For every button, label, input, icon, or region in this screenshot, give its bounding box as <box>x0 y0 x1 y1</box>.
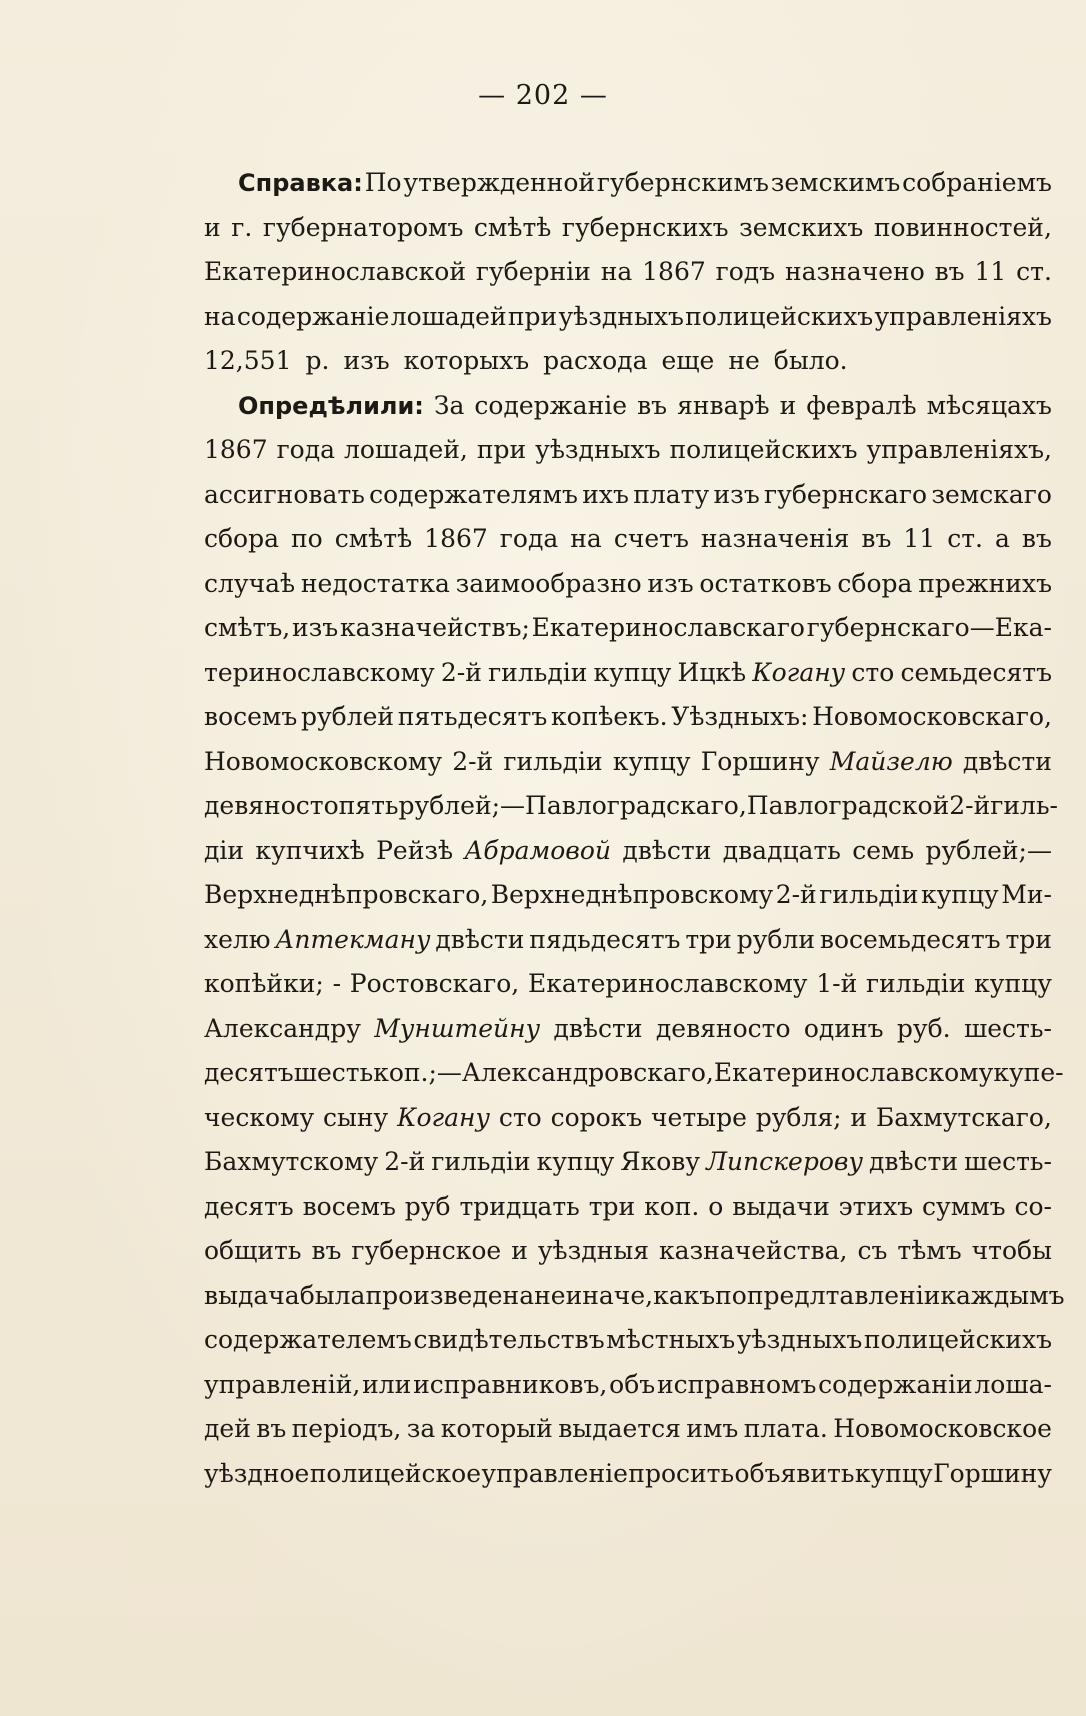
word: содержателемъ <box>204 1325 412 1354</box>
word: февралѣ <box>806 390 917 420</box>
word: ческому <box>204 1102 315 1132</box>
word: казначействъ; <box>339 613 530 642</box>
word: 1867 <box>424 524 488 553</box>
word: Уѣздныхъ: <box>671 702 809 731</box>
word: и <box>850 1102 868 1132</box>
text-line <box>204 257 1052 302</box>
text-line <box>204 569 1052 614</box>
word: шесть <box>293 1058 374 1087</box>
word: ассигновать <box>204 479 365 509</box>
word: пядьдесятъ <box>529 924 681 954</box>
word: на <box>600 257 633 286</box>
word: Горшину <box>933 1458 1052 1488</box>
word: а <box>995 524 1010 553</box>
word: исправномъ <box>656 1369 817 1399</box>
word: Бахмутскаго, <box>875 1102 1052 1132</box>
word: семь <box>852 835 915 865</box>
word: съ <box>857 1236 888 1265</box>
word: ихъ <box>582 479 629 509</box>
word: полицейскихъ <box>685 301 874 331</box>
text-line <box>204 702 1052 747</box>
word: сто <box>498 1102 542 1132</box>
word: еще <box>661 346 715 375</box>
word: при <box>476 435 527 464</box>
word: семьдесятъ <box>900 657 1052 687</box>
word: губернскимъ <box>596 168 769 197</box>
word: повинностей, <box>873 212 1052 242</box>
word: рублей;— <box>925 835 1052 865</box>
word: тридцать <box>459 1191 580 1221</box>
text-line <box>204 791 1058 836</box>
word: прежнихъ <box>918 568 1052 598</box>
word: двѣсти <box>622 835 712 865</box>
word: уѣздныхъ <box>736 1325 863 1354</box>
word: 11 <box>974 257 1007 286</box>
word: лошадей, <box>343 435 468 464</box>
word: три <box>685 924 732 954</box>
word: 2-й <box>440 657 482 687</box>
word: По <box>364 168 402 197</box>
word: восемьдесятъ <box>819 924 1001 954</box>
word: шесть- <box>964 1013 1052 1043</box>
word: девяносто <box>204 791 339 820</box>
word: сто <box>851 657 895 687</box>
surname-italic: Майзелю <box>829 746 953 776</box>
text-line <box>204 1103 1052 1148</box>
word: г. <box>231 212 253 242</box>
surname-italic: Аптекману <box>275 924 431 954</box>
word: Горшину <box>700 746 820 776</box>
word: исправниковъ, <box>413 1369 608 1399</box>
word: этихъ <box>838 1191 914 1221</box>
word: назначено <box>784 257 925 286</box>
word: въ <box>637 390 668 420</box>
text-line <box>204 524 1052 569</box>
word: рублей <box>300 702 395 731</box>
word: періодъ, <box>291 1414 402 1443</box>
word: двадцать <box>722 835 841 865</box>
word: купцу <box>854 1458 933 1488</box>
word: Бахмутскому <box>204 1147 379 1176</box>
word: Рейзѣ <box>376 835 454 865</box>
word: утвержденной <box>403 168 596 197</box>
word: коп. <box>644 1191 700 1221</box>
word: каждымъ <box>940 1280 1065 1310</box>
word: сорокъ <box>550 1102 643 1132</box>
word: ст. <box>1016 257 1052 286</box>
word: 1867 <box>204 435 268 464</box>
word: 1-й <box>816 969 858 998</box>
word: купцу <box>920 880 999 909</box>
word: произведена <box>365 1280 535 1310</box>
word: изъ <box>713 479 760 509</box>
word: 12,551 <box>204 346 292 375</box>
word: управленіяхъ, <box>866 435 1052 464</box>
word: хелю <box>204 924 271 954</box>
word: Ростовскаго, <box>349 969 520 998</box>
word: сбора <box>837 568 913 598</box>
word: мѣстныхъ <box>606 1325 736 1354</box>
word: двѣсти <box>435 924 525 954</box>
word: за <box>406 1414 436 1443</box>
word: недостатка <box>300 568 450 598</box>
word: не <box>534 1280 566 1310</box>
word: или <box>362 1369 412 1399</box>
word: который <box>440 1414 553 1443</box>
word: въ <box>1021 524 1052 553</box>
text-line <box>204 1147 1052 1192</box>
word: сыну <box>322 1102 389 1132</box>
word: купцу <box>612 746 691 776</box>
word: содержателямъ <box>369 479 578 509</box>
word: рубли <box>736 924 815 954</box>
word: теринославскому <box>204 657 435 687</box>
text-line <box>204 1014 1052 1059</box>
word: гильдіи <box>866 969 966 998</box>
word: управленій, <box>204 1369 361 1399</box>
word: купе- <box>993 1058 1064 1087</box>
word: смѣтъ, <box>204 613 291 642</box>
text-line <box>204 435 1052 480</box>
text-line <box>204 613 1052 658</box>
word: земскимъ <box>770 168 901 197</box>
word: года <box>276 435 336 464</box>
word: 2-й <box>775 880 817 909</box>
word: гильдіи <box>503 746 603 776</box>
word: 11 <box>903 524 936 553</box>
word: сбора <box>204 524 280 553</box>
word: пятьдесятъ <box>397 702 548 731</box>
word: года <box>499 524 559 553</box>
word: случаѣ <box>204 568 296 598</box>
word: гильдіи <box>431 1147 531 1176</box>
word: плата. <box>743 1414 828 1443</box>
text-line <box>204 213 1052 258</box>
word: Екатеринославскаго <box>531 613 805 642</box>
word: по <box>715 1280 747 1310</box>
text-line <box>204 480 1052 525</box>
word: двѣсти <box>868 1147 959 1176</box>
word: въ <box>934 257 965 286</box>
word: Ми- <box>1001 880 1052 909</box>
word: Павлоградской <box>746 791 950 820</box>
word: со- <box>1014 1191 1052 1221</box>
word: двѣсти <box>962 746 1052 776</box>
word: Екатеринославской <box>204 257 466 286</box>
word: въ <box>311 1236 342 1265</box>
word: купцу <box>536 1147 615 1176</box>
text-line <box>204 1325 1052 1370</box>
word: губернскаго <box>764 479 928 509</box>
surname-italic: Липскерову <box>706 1147 863 1176</box>
text-line <box>204 1414 1052 1459</box>
word: десятъ <box>204 1058 294 1087</box>
word: плату <box>633 479 710 509</box>
word: р. <box>305 346 330 375</box>
word: шесть- <box>964 1147 1052 1176</box>
word: четыре <box>651 1102 747 1132</box>
word: расхода <box>543 346 648 375</box>
word: не <box>728 346 760 375</box>
text-line <box>204 1280 1065 1326</box>
word: Новомосковскому <box>204 746 443 776</box>
word: Верхнеднѣпровскому <box>490 880 774 909</box>
word: гильдіи <box>488 657 588 687</box>
word: просить <box>628 1458 735 1488</box>
surname-italic: Абрамовой <box>464 835 612 865</box>
word: и <box>779 390 797 420</box>
word: пять <box>338 791 399 820</box>
text-line <box>204 925 1052 970</box>
text-line <box>204 346 1052 391</box>
word: Новомосковскаго, <box>812 702 1052 731</box>
text-line <box>204 969 1052 1014</box>
surname-italic: Мунштейну <box>374 1013 541 1043</box>
word: свидѣтельствъ <box>413 1325 605 1354</box>
section-heading: Опредѣлили: <box>238 391 424 420</box>
page-number: — 202 — <box>478 80 608 111</box>
word: Екатеринославскому <box>713 1058 994 1087</box>
text-line <box>204 168 1052 213</box>
word: полицейское <box>309 1458 481 1488</box>
word: изъ <box>291 613 339 642</box>
word: тѣмъ <box>897 1236 962 1265</box>
word: Якову <box>620 1147 701 1176</box>
word: рублей;—Павлоградскаго, <box>398 791 747 820</box>
word: Александру <box>204 1013 361 1043</box>
word: двѣсти <box>553 1013 643 1043</box>
text-line <box>204 391 1052 436</box>
word: одинъ <box>803 1013 884 1043</box>
text-line <box>204 880 1052 925</box>
word: гиль- <box>990 791 1058 820</box>
word: которыхъ <box>403 346 530 375</box>
word: суммъ <box>922 1191 1006 1221</box>
word: губернскаго—Ека- <box>806 613 1052 642</box>
text-line <box>204 1459 1052 1504</box>
word: въ <box>256 1414 287 1443</box>
section-heading: Справка: <box>238 169 363 197</box>
word: счетъ <box>613 524 689 553</box>
word: діи <box>204 835 245 865</box>
word: выдается <box>558 1414 681 1443</box>
text-line <box>204 658 1052 703</box>
word: полицейскихъ <box>863 1325 1052 1354</box>
text-line <box>204 836 1052 881</box>
text-line <box>204 747 1052 792</box>
word: ст. <box>947 524 983 553</box>
word: была <box>299 1280 366 1310</box>
word: о <box>708 1191 724 1221</box>
word: губернское <box>351 1236 502 1265</box>
word: и <box>511 1236 528 1265</box>
word: содержаніи <box>818 1369 973 1399</box>
word: на <box>204 301 236 331</box>
word: уѣздное <box>204 1458 310 1488</box>
word: имъ <box>686 1414 739 1443</box>
word: три <box>1005 924 1052 954</box>
word: смѣтѣ <box>334 524 413 553</box>
word: январѣ <box>677 390 770 420</box>
word: копѣекъ. <box>550 702 668 731</box>
word: общить <box>204 1236 302 1265</box>
word: 2-й <box>452 746 494 776</box>
word: въ <box>861 524 892 553</box>
word: казначейства, <box>658 1236 848 1265</box>
word: Ицкѣ <box>677 657 747 687</box>
word: объявить <box>734 1458 855 1488</box>
word: управленіе <box>481 1458 628 1488</box>
text-line <box>204 1370 1052 1415</box>
word: 2-й <box>384 1147 426 1176</box>
body-text <box>204 168 1065 1503</box>
word: на <box>570 524 602 553</box>
word: по <box>291 524 323 553</box>
word: выдачи <box>732 1191 830 1221</box>
word: За <box>433 390 465 420</box>
word: назначенія <box>700 524 850 553</box>
word: коп.;—Александровскаго, <box>373 1058 714 1087</box>
word: было. <box>773 346 848 375</box>
word: - <box>332 969 342 998</box>
word: содержаніе <box>236 301 390 331</box>
word: выдача <box>204 1280 300 1310</box>
text-line <box>204 1236 1052 1281</box>
word: какъ <box>653 1280 716 1310</box>
surname-italic: Когану <box>752 657 846 687</box>
word: купчихѣ <box>255 835 365 865</box>
word: девяносто <box>655 1013 791 1043</box>
word: иначе, <box>565 1280 654 1310</box>
word: мѣсяцахъ <box>926 390 1052 420</box>
word: дей <box>204 1414 251 1443</box>
word: Новомосковское <box>833 1414 1052 1443</box>
word: лоша- <box>974 1369 1052 1399</box>
word: чтобы <box>971 1236 1052 1265</box>
word: годъ <box>715 257 776 286</box>
text-line <box>204 1192 1052 1237</box>
word: уѣздныхъ <box>535 435 661 464</box>
word: заимообразно <box>455 568 642 598</box>
word: и <box>204 212 221 242</box>
word: губернскихъ <box>561 212 729 242</box>
word: купцу <box>593 657 672 687</box>
word: 1867 <box>642 257 706 286</box>
word: губерніи <box>475 257 591 286</box>
word: купцу <box>974 969 1052 998</box>
word: губернаторомъ <box>262 212 464 242</box>
word: полицейскихъ <box>669 435 858 464</box>
word: 2-й <box>949 791 991 820</box>
word: лошадей <box>390 301 507 331</box>
word: руб <box>404 1191 451 1221</box>
word: восемъ <box>204 702 298 731</box>
word: уѣздныя <box>537 1236 649 1265</box>
word: руб. <box>896 1013 951 1043</box>
word: изъ <box>647 568 694 598</box>
word: Екатеринославскому <box>528 969 808 998</box>
word: уѣздныхъ <box>558 301 684 331</box>
surname-italic: Когану <box>397 1102 491 1132</box>
word: три <box>588 1191 636 1221</box>
word: десятъ <box>204 1191 294 1221</box>
word: смѣтѣ <box>473 212 552 242</box>
word: рубля; <box>755 1102 842 1132</box>
word: земскихъ <box>739 212 864 242</box>
word: остатковъ <box>699 568 832 598</box>
word: предлтавленіи <box>746 1280 941 1310</box>
word: объ <box>609 1369 656 1399</box>
text-line <box>204 302 1052 347</box>
word: собраніемъ <box>902 168 1052 197</box>
text-line <box>204 1058 1064 1103</box>
word: земскаго <box>931 479 1052 509</box>
word: Верхнеднѣпровскаго, <box>204 880 489 909</box>
word: при <box>507 301 558 331</box>
word: управленіяхъ <box>874 301 1052 331</box>
word: копѣйки; <box>204 969 324 998</box>
word: восемъ <box>302 1191 396 1221</box>
word: содержаніе <box>474 390 628 420</box>
word: гильдіи <box>819 880 919 909</box>
word: изъ <box>343 346 390 375</box>
